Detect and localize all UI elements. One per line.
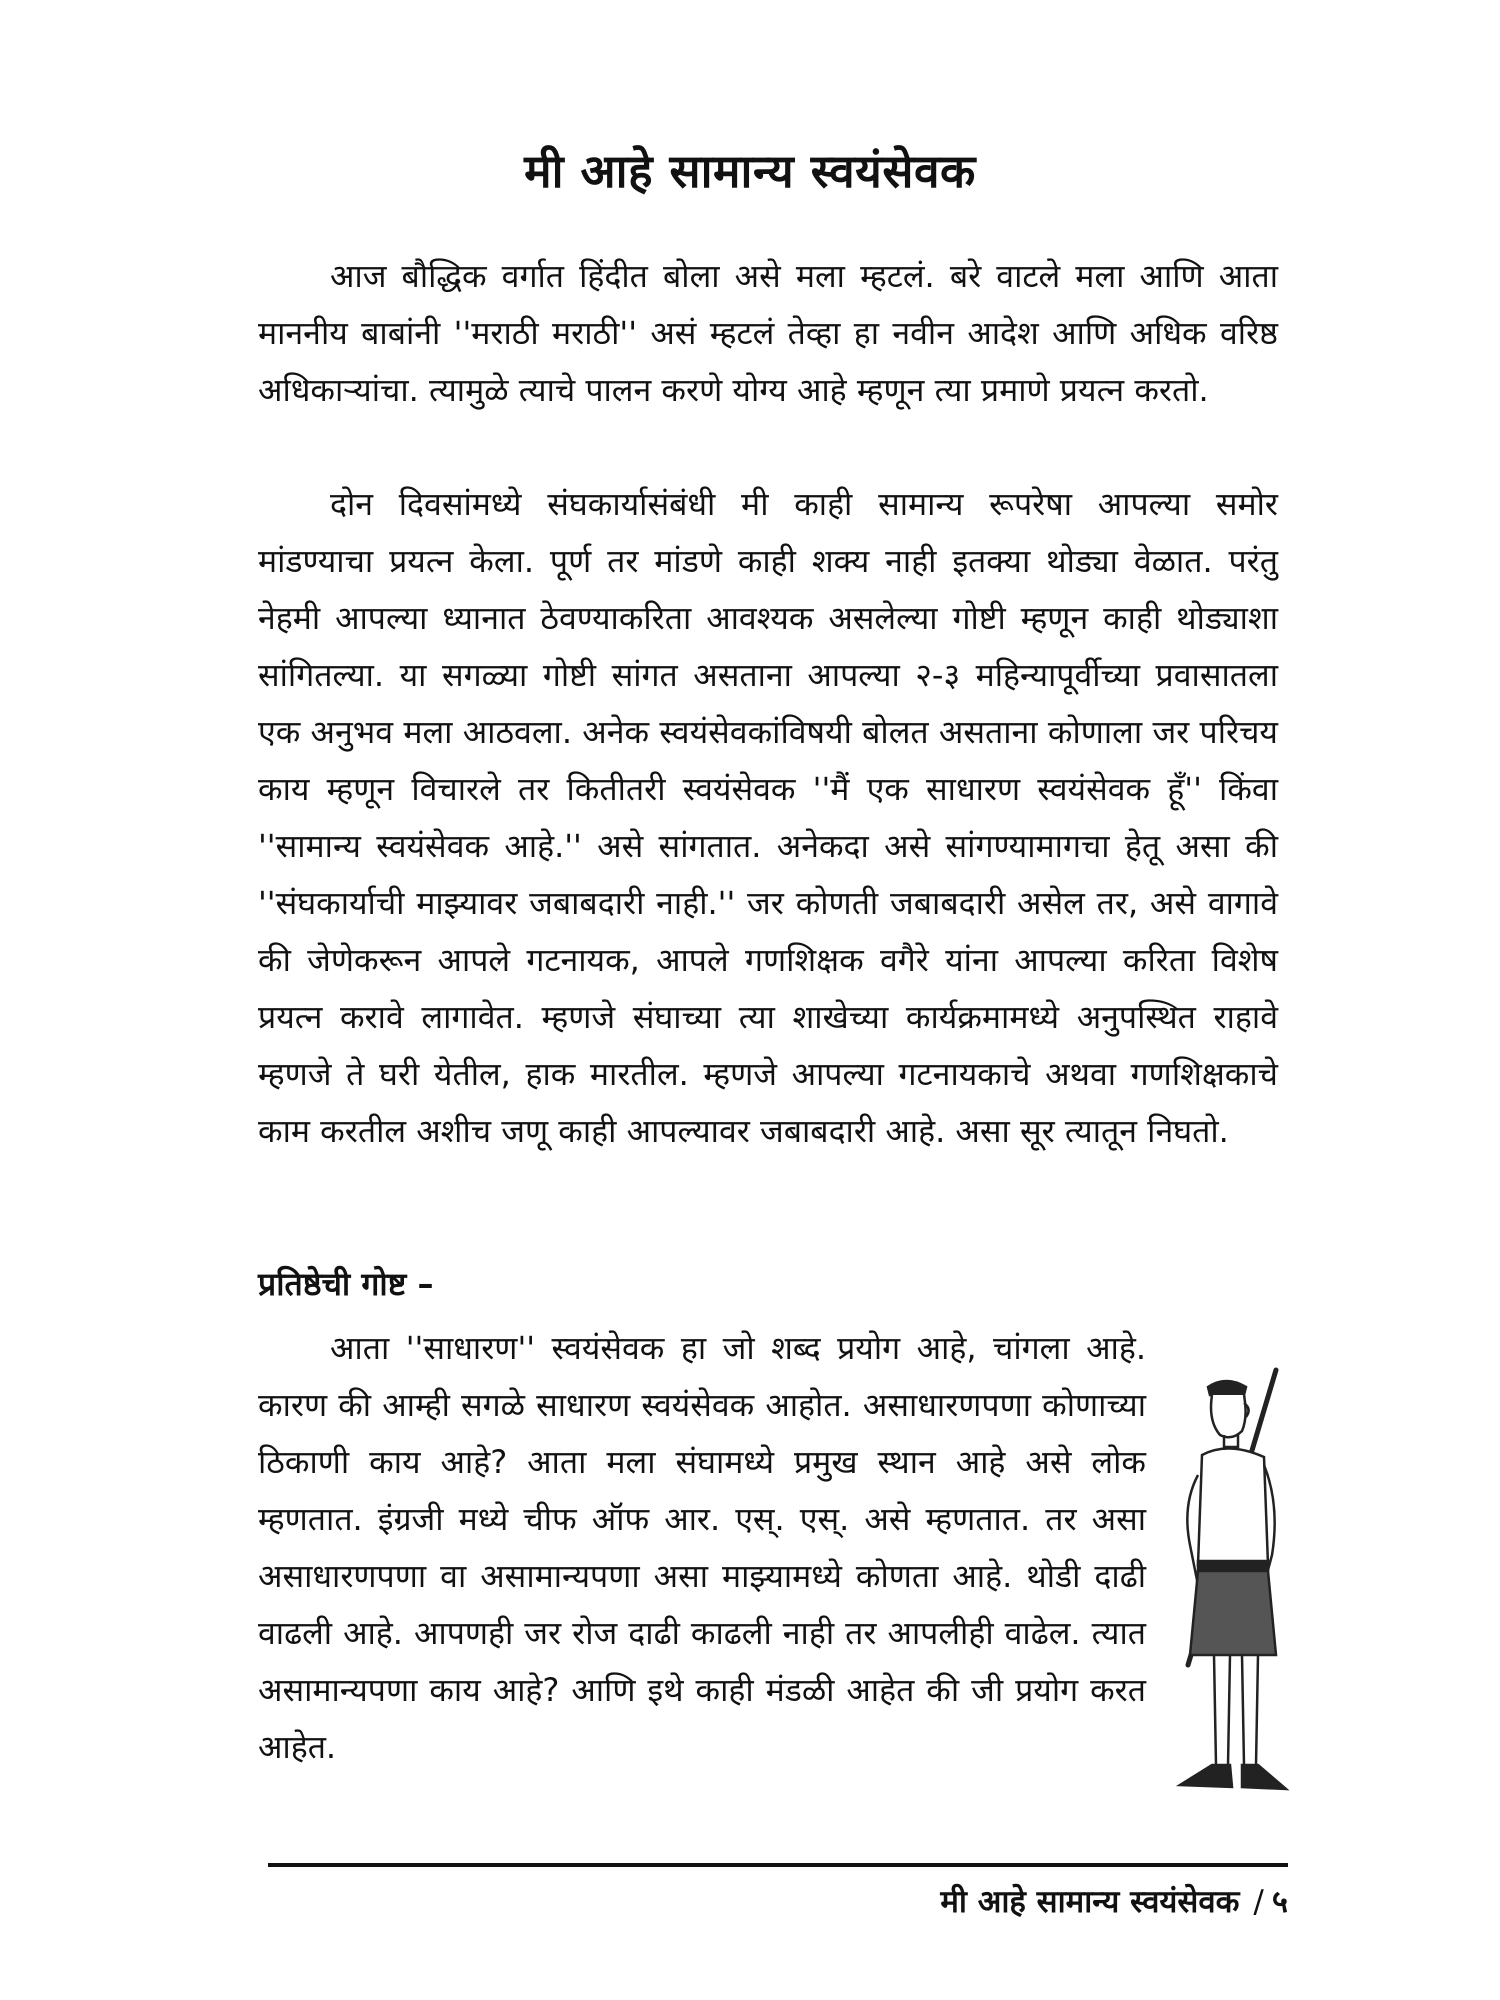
footer-running-title: मी आहे सामान्य स्वयंसेवक [940,1884,1240,1920]
section-heading: प्रतिष्ठेची गोष्ट – [258,1265,434,1303]
page-footer [940,1880,1288,1922]
paragraph-1-text: आज बौद्धिक वर्गात हिंदीत बोला असे मला म्हटलं. बरे वाटले मला आणि आता माननीय बाबांनी ''मराठी मराठी'' असं म्हटलं तेव्हा हा नवीन आदेश आणि अधिक वरिष्ठ अधिकाऱ्यांचा. त्यामुळे त्याचे पालन करणे योग्य आहे म्हणून त्या प्रमाणे प्रयत्न करतो. [258,257,1278,409]
swayamsevak-illustration [1168,1365,1298,1805]
figure-icon [1180,1381,1286,1789]
paragraph-1 [258,248,1278,419]
paragraph-3-text: आता ''साधारण'' स्वयंसेवक हा जो शब्द प्रयोग आहे, चांगला आहे. कारण की आम्ही सगळे साधारण स्वयंसेवक आहोत. असाधारणपणा कोणाच्या ठिकाणी काय आहे? आता मला संघामध्ये प्रमुख स्थान आहे असे लोक म्हणतात. इंग्रजी मध्ये चीफ ऑफ आर. एस्. एस्. असे म्हणतात. तर असा असाधारणपणा वा असामान्यपणा असा माझ्यामध्ये कोणता आहे. थोडी दाढी वाढली आहे. आपणही जर रोज दाढी काढली नाही तर आपलीही वाढेल. त्यात असामान्यपणा काय आहे? आणि इथे काही मंडळी आहेत की जी प्रयोग करत आहेत. [258,1329,1146,1766]
paragraph-3 [258,1320,1146,1776]
page-title: मी आहे सामान्य स्वयंसेवक [524,143,976,198]
footer-separator: / [1253,1884,1264,1920]
paragraph-2-text: दोन दिवसांमध्ये संघकार्यासंबंधी मी काही सामान्य रूपरेषा आपल्या समोर मांडण्याचा प्रयत्न केला. पूर्ण तर मांडणे काही शक्य नाही इतक्या थोड्या वेळात. परंतु नेहमी आपल्या ध्यानात ठेवण्याकरिता आवश्यक असलेल्या गोष्टी म्हणून काही थोड्याशा सांगितल्या. या सगळ्या गोष्टी सांगत असताना आपल्या २-३ महिन्यापूर्वीच्या प्रवासातला एक अनुभव मला आठवला. अनेक स्वयंसेवकांविषयी बोलत असताना कोणाला जर परिचय काय म्हणून विचारले तर कितीतरी स्वयंसेवक ''मैं एक साधारण स्वयंसेवक हूँ'' किंवा ''सामान्य स्वयंसेवक आहे.'' असे सांगतात. अनेकदा असे सांगण्यामागचा हेतू असा की ''संघकार्याची माझ्यावर जबाबदारी नाही.'' जर कोणती जबाबदारी असेल तर, असे वागावे की जेणेकरून आपले गटनायक, आपले गणशिक्षक वगैरे यांना आपल्या करिता विशेष प्रयत्न करावे लागावेत. म्हणजे संघाच्या त्या शाखेच्या कार्यक्रमामध्ये अनुपस्थित राहावे म्हणजे ते घरी येतील, हाक मारतील. म्हणजे आपल्या गटनायकाचे अथवा गणशिक्षकाचे काम करतील अशीच जणू काही आपल्यावर जबाबदारी आहे. असा सूर त्यातून निघतो. [258,485,1278,1150]
page-number: ५ [1271,1884,1288,1920]
footer-divider [268,1863,1288,1867]
paragraph-2 [258,476,1278,1160]
